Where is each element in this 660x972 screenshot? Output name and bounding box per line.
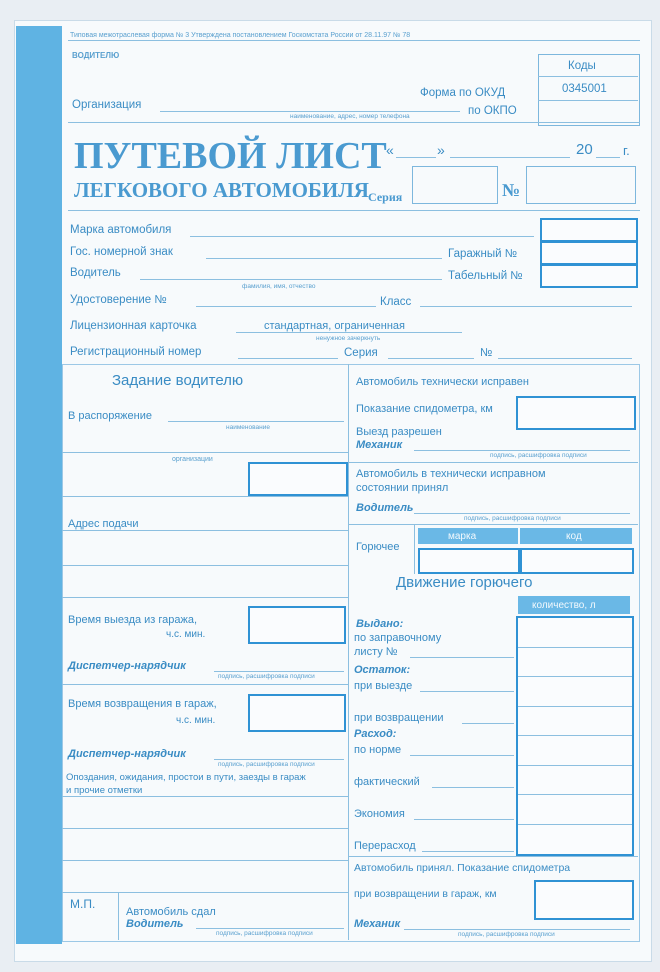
brand-field[interactable] bbox=[190, 236, 534, 237]
qty-cell-issued[interactable] bbox=[518, 618, 632, 648]
codes-label: Коды bbox=[568, 60, 596, 72]
reg-no-field[interactable] bbox=[498, 358, 632, 359]
org-code-box[interactable] bbox=[248, 462, 348, 496]
accepted-driver-label: Водитель bbox=[356, 502, 414, 514]
card-number-field[interactable] bbox=[410, 657, 514, 658]
license-card-value: стандартная, ограниченная bbox=[264, 320, 405, 332]
consumption-label: Расход: bbox=[354, 728, 397, 740]
okpo-label: по ОКПО bbox=[468, 105, 517, 117]
waybill-title: ПУТЕВОЙ ЛИСТ bbox=[74, 135, 387, 177]
dispatcher2-sign-field[interactable] bbox=[214, 759, 344, 760]
depart-time-label: Время выезда из гаража, bbox=[68, 614, 198, 626]
fuel-code-box[interactable] bbox=[520, 548, 634, 574]
class-field[interactable] bbox=[420, 306, 632, 307]
accepted-label: Автомобиль в технически исправном bbox=[356, 468, 546, 480]
fuel-movement-title: Движение горючего bbox=[396, 574, 533, 591]
license-label: Удостоверение № bbox=[70, 294, 167, 306]
driver-field[interactable] bbox=[140, 279, 442, 280]
series-field[interactable] bbox=[412, 166, 498, 204]
address-field[interactable] bbox=[62, 530, 348, 531]
garage-no-box[interactable] bbox=[540, 241, 638, 265]
qty-cell-saving[interactable] bbox=[518, 795, 632, 825]
reg-series-field[interactable] bbox=[388, 358, 474, 359]
fuel-label: Горючее bbox=[356, 541, 400, 553]
dispatcher2-label: Диспетчер-нарядчик bbox=[68, 748, 186, 760]
approval-note: Типовая межотраслевая форма № 3 Утверждена постановлением Госкомстата России от 28.11.97 № 78 bbox=[70, 32, 411, 39]
mp-label: М.П. bbox=[70, 897, 96, 911]
return-time-box[interactable] bbox=[248, 694, 346, 732]
qty-cell-issued-2[interactable] bbox=[518, 648, 632, 678]
dispatcher1-label: Диспетчер-нарядчик bbox=[68, 660, 186, 672]
issued-label: Выдано: bbox=[356, 618, 404, 630]
date-year-field[interactable] bbox=[596, 157, 620, 158]
plate-field[interactable] bbox=[206, 258, 442, 259]
fuel-qty-grid[interactable] bbox=[516, 616, 634, 856]
personnel-no-box[interactable] bbox=[540, 264, 638, 288]
org-hint: наименование, адрес, номер телефона bbox=[290, 113, 410, 120]
depart-time-box[interactable] bbox=[248, 606, 346, 644]
reg-series-label: Серия bbox=[344, 347, 378, 359]
class-label: Класс bbox=[380, 296, 412, 308]
blue-side-strip bbox=[16, 26, 62, 944]
license-field[interactable] bbox=[196, 306, 376, 307]
qty-cell-actual[interactable] bbox=[518, 766, 632, 796]
date-day-field[interactable] bbox=[396, 157, 436, 158]
personnel-no-label: Табельный № bbox=[448, 270, 523, 282]
assigned-field[interactable] bbox=[168, 421, 344, 422]
okud-label: Форма по ОКУД bbox=[420, 87, 506, 99]
mechanic-label: Механик bbox=[356, 439, 403, 451]
stamp-text: ВОДИТЕЛЮ bbox=[72, 51, 120, 60]
task-title: Задание водителю bbox=[112, 372, 244, 389]
okud-code: 0345001 bbox=[562, 83, 607, 95]
delays-label: Опоздания, ожидания, простои в пути, заезды в гараж bbox=[66, 772, 306, 783]
date-month-field[interactable] bbox=[450, 157, 570, 158]
exit-allowed-label: Выезд разрешен bbox=[356, 426, 442, 438]
dispatcher1-sign-field[interactable] bbox=[214, 671, 344, 672]
qty-cell-at-exit[interactable] bbox=[518, 677, 632, 707]
handed-sign-field[interactable] bbox=[196, 928, 344, 929]
mechanic-sign-field[interactable] bbox=[414, 450, 630, 451]
mechanic2-label: Механик bbox=[354, 918, 401, 930]
qty-cell-overrun[interactable] bbox=[518, 825, 632, 855]
accepted-sign-field[interactable] bbox=[414, 513, 630, 514]
mechanic2-sign-field[interactable] bbox=[404, 929, 630, 930]
organization-field[interactable] bbox=[160, 111, 460, 112]
on-return-label: при возвращении в гараж, км bbox=[354, 888, 497, 900]
delays-field[interactable] bbox=[62, 796, 348, 797]
waybill-subtitle: ЛЕГКОВОГО АВТОМОБИЛЯ bbox=[74, 178, 369, 202]
brand-label: Марка автомобиля bbox=[70, 224, 172, 236]
tech-ok-label: Автомобиль технически исправен bbox=[356, 376, 529, 388]
organization-label: Организация bbox=[72, 99, 142, 111]
odometer-label: Показание спидометра, км bbox=[356, 403, 493, 415]
odometer-return-box[interactable] bbox=[534, 880, 634, 920]
handed-driver-label: Водитель bbox=[126, 918, 184, 930]
driver-label: Водитель bbox=[70, 267, 121, 279]
fuel-brand-box[interactable] bbox=[418, 548, 520, 574]
assigned-label: В распоряжение bbox=[68, 410, 152, 422]
license-card-label: Лицензионная карточка bbox=[70, 320, 197, 332]
garage-no-label: Гаражный № bbox=[448, 248, 518, 260]
number-sign: № bbox=[502, 180, 521, 200]
series-label: Серия bbox=[368, 190, 403, 204]
reg-number-field[interactable] bbox=[238, 358, 338, 359]
plate-label: Гос. номерной знак bbox=[70, 246, 173, 258]
odometer-exit-box[interactable] bbox=[516, 396, 636, 430]
qty-cell-norm[interactable] bbox=[518, 736, 632, 766]
reg-number-label: Регистрационный номер bbox=[70, 346, 202, 358]
number-field[interactable] bbox=[526, 166, 636, 204]
handed-label: Автомобиль сдал bbox=[126, 906, 216, 918]
brand-box[interactable] bbox=[540, 218, 638, 242]
return-time-label: Время возвращения в гараж, bbox=[68, 698, 217, 710]
remainder-label: Остаток: bbox=[354, 664, 411, 676]
received-label: Автомобиль принял. Показание спидометра bbox=[354, 862, 571, 874]
address-label: Адрес подачи bbox=[68, 518, 139, 530]
qty-cell-at-return[interactable] bbox=[518, 707, 632, 737]
